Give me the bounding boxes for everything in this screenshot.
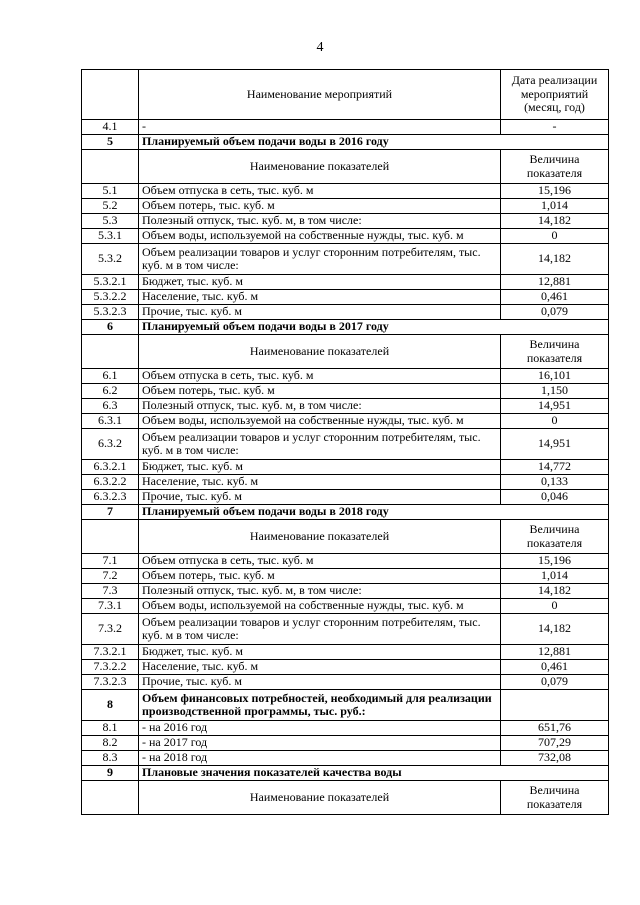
section-number: 9: [82, 766, 139, 781]
row-indicator: Объем потерь, тыс. куб. м: [139, 384, 501, 399]
row-value: 0: [501, 599, 609, 614]
column-header-row: [82, 150, 609, 184]
table-row: [82, 660, 609, 675]
row-indicator: Объем воды, используемой на собственные нужды, тыс. куб. м: [139, 229, 501, 244]
header-name-cell: Наименование мероприятий: [139, 70, 501, 120]
row-indicator: Население, тыс. куб. м: [139, 290, 501, 305]
table-row: [82, 645, 609, 660]
row-number: 6.2: [82, 384, 139, 399]
row-indicator: Полезный отпуск, тыс. куб. м, в том числе:: [139, 399, 501, 414]
page-number: 4: [316, 40, 324, 55]
row-number: 5.1: [82, 184, 139, 199]
row-indicator: Бюджет, тыс. куб. м: [139, 645, 501, 660]
row-number: 7.3.1: [82, 599, 139, 614]
table-row: [82, 414, 609, 429]
row-value: 15,196: [501, 184, 609, 199]
row-number: 5.3.2.3: [82, 305, 139, 320]
row-indicator: Объем реализации товаров и услуг сторонним потребителям, тыс. куб. м в том числе:: [139, 244, 501, 275]
row-number: 7.3.2.1: [82, 645, 139, 660]
row-value: 0: [501, 414, 609, 429]
section-number: 8: [82, 690, 139, 721]
row-value: 14,951: [501, 429, 609, 460]
row-value: 651,76: [501, 721, 609, 736]
row-number: 6.3.2.2: [82, 475, 139, 490]
row-value: -: [501, 120, 609, 135]
row-number: 8.3: [82, 751, 139, 766]
row-indicator: Объем реализации товаров и услуг сторонним потребителям, тыс. куб. м в том числе:: [139, 614, 501, 645]
table-row: [82, 290, 609, 305]
column-header-row: [82, 520, 609, 554]
table-row: [82, 229, 609, 244]
row-value: 707,29: [501, 736, 609, 751]
column-header-num: [82, 150, 139, 184]
row-indicator: Прочие, тыс. куб. м: [139, 675, 501, 690]
section-title: Планируемый объем подачи воды в 2016 году: [139, 135, 609, 150]
row-indicator: Бюджет, тыс. куб. м: [139, 275, 501, 290]
row-indicator: Полезный отпуск, тыс. куб. м, в том числе:: [139, 214, 501, 229]
table-body: [82, 70, 609, 815]
row-indicator: - на 2018 год: [139, 751, 501, 766]
section-row: [82, 766, 609, 781]
row-number: 7.3: [82, 584, 139, 599]
row-indicator: Объем потерь, тыс. куб. м: [139, 199, 501, 214]
row-number: 6.3.2: [82, 429, 139, 460]
row-number: 7.3.2.2: [82, 660, 139, 675]
column-header-name: Наименование показателей: [139, 335, 501, 369]
column-header-num: [82, 335, 139, 369]
table-row: [82, 199, 609, 214]
row-value: 0,079: [501, 675, 609, 690]
row-value: 14,951: [501, 399, 609, 414]
table-row: [82, 214, 609, 229]
row-indicator: Объем реализации товаров и услуг сторонним потребителям, тыс. куб. м в том числе:: [139, 429, 501, 460]
table-row: [82, 384, 609, 399]
row-indicator: Объем потерь, тыс. куб. м: [139, 569, 501, 584]
row-indicator: Объем воды, используемой на собственные нужды, тыс. куб. м: [139, 414, 501, 429]
header-num-cell: [82, 70, 139, 120]
column-header-value: Величина показателя: [501, 335, 609, 369]
table-row: [82, 584, 609, 599]
column-header-name: Наименование показателей: [139, 150, 501, 184]
row-value: 15,196: [501, 554, 609, 569]
row-indicator: Полезный отпуск, тыс. куб. м, в том числе:: [139, 584, 501, 599]
section-value: [501, 690, 609, 721]
row-value: 0,461: [501, 660, 609, 675]
section-row: [82, 505, 609, 520]
row-number: 5.3.2.1: [82, 275, 139, 290]
row-value: 14,772: [501, 460, 609, 475]
table-row: [82, 490, 609, 505]
row-indicator: Прочие, тыс. куб. м: [139, 490, 501, 505]
table-row: [82, 460, 609, 475]
row-indicator: Объем отпуска в сеть, тыс. куб. м: [139, 184, 501, 199]
row-number: 6.1: [82, 369, 139, 384]
table-row: [82, 399, 609, 414]
row-indicator: Прочие, тыс. куб. м: [139, 305, 501, 320]
row-indicator: - на 2016 год: [139, 721, 501, 736]
table-row: [82, 614, 609, 645]
section-row: [82, 135, 609, 150]
column-header-name: Наименование показателей: [139, 781, 501, 815]
section-number: 7: [82, 505, 139, 520]
section-title: Объем финансовых потребностей, необходимый для реализации производственной программы, тыс. руб.:: [139, 690, 501, 721]
column-header-num: [82, 781, 139, 815]
section-number: 5: [82, 135, 139, 150]
row-number: 6.3.1: [82, 414, 139, 429]
row-number: 7.3.2.3: [82, 675, 139, 690]
column-header-name: Наименование показателей: [139, 520, 501, 554]
row-number: 7.2: [82, 569, 139, 584]
row-number: 6.3: [82, 399, 139, 414]
section-title: Планируемый объем подачи воды в 2018 году: [139, 505, 609, 520]
row-number: 5.3: [82, 214, 139, 229]
table-row: [82, 751, 609, 766]
row-value: 0,461: [501, 290, 609, 305]
column-header-num: [82, 520, 139, 554]
measures-table: [81, 69, 609, 815]
row-indicator: Объем отпуска в сеть, тыс. куб. м: [139, 369, 501, 384]
row-number: 6.3.2.1: [82, 460, 139, 475]
row-value: 732,08: [501, 751, 609, 766]
row-value: 0,046: [501, 490, 609, 505]
row-value: 16,101: [501, 369, 609, 384]
row-number: 5.2: [82, 199, 139, 214]
table-header-row: [82, 70, 609, 120]
column-header-value: Величина показателя: [501, 781, 609, 815]
table-row: [82, 721, 609, 736]
table-row: [82, 275, 609, 290]
row-number: 7.1: [82, 554, 139, 569]
row-indicator: Бюджет, тыс. куб. м: [139, 460, 501, 475]
row-value: 14,182: [501, 244, 609, 275]
table-row: [82, 120, 609, 135]
row-indicator: Население, тыс. куб. м: [139, 660, 501, 675]
row-number: 5.3.2.2: [82, 290, 139, 305]
table-row: [82, 475, 609, 490]
section-number: 6: [82, 320, 139, 335]
row-value: 12,881: [501, 645, 609, 660]
row-number: 8.2: [82, 736, 139, 751]
section-title: Плановые значения показателей качества воды: [139, 766, 609, 781]
row-indicator: Объем отпуска в сеть, тыс. куб. м: [139, 554, 501, 569]
column-header-value: Величина показателя: [501, 150, 609, 184]
row-value: 0,133: [501, 475, 609, 490]
row-value: 1,150: [501, 384, 609, 399]
row-value: 0: [501, 229, 609, 244]
row-value: 14,182: [501, 584, 609, 599]
row-number: 5.3.1: [82, 229, 139, 244]
row-number: 7.3.2: [82, 614, 139, 645]
table-row: [82, 305, 609, 320]
table-row: [82, 599, 609, 614]
table-row: [82, 675, 609, 690]
row-number: 4.1: [82, 120, 139, 135]
section-title: Планируемый объем подачи воды в 2017 году: [139, 320, 609, 335]
row-value: 0,079: [501, 305, 609, 320]
table-row: [82, 736, 609, 751]
row-value: 1,014: [501, 199, 609, 214]
section-row: [82, 690, 609, 721]
row-number: 5.3.2: [82, 244, 139, 275]
row-number: 6.3.2.3: [82, 490, 139, 505]
table-row: [82, 369, 609, 384]
header-date-cell: Дата реализации мероприятий (месяц, год): [501, 70, 609, 120]
table-row: [82, 429, 609, 460]
row-indicator: - на 2017 год: [139, 736, 501, 751]
row-value: 14,182: [501, 214, 609, 229]
row-indicator: Население, тыс. куб. м: [139, 475, 501, 490]
column-header-row: [82, 335, 609, 369]
table-row: [82, 244, 609, 275]
row-value: 14,182: [501, 614, 609, 645]
column-header-row: [82, 781, 609, 815]
row-number: 8.1: [82, 721, 139, 736]
table-row: [82, 569, 609, 584]
column-header-value: Величина показателя: [501, 520, 609, 554]
table-row: [82, 184, 609, 199]
row-value: 1,014: [501, 569, 609, 584]
row-value: 12,881: [501, 275, 609, 290]
section-row: [82, 320, 609, 335]
table-row: [82, 554, 609, 569]
row-indicator: Объем воды, используемой на собственные нужды, тыс. куб. м: [139, 599, 501, 614]
row-indicator: -: [139, 120, 501, 135]
